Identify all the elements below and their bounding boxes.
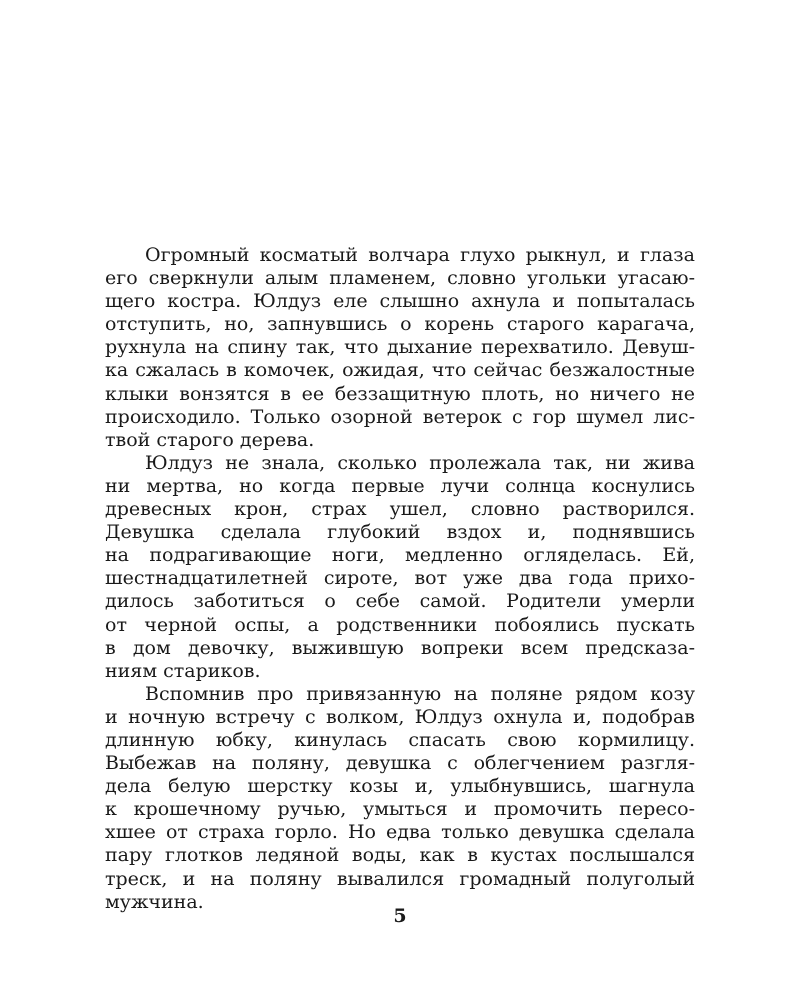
text-line: треск, и на поляну вывалился громадный полуголый bbox=[105, 867, 695, 890]
text-line: и ночную встречу с волком, Юлдуз охнула и, подобрав bbox=[105, 705, 695, 728]
text-line: Вспомнив про привязанную на поляне рядом козу bbox=[145, 682, 695, 705]
page-number: 5 bbox=[393, 905, 407, 927]
text-line: отступить, но, запнувшись о корень старого карагача, bbox=[105, 313, 695, 336]
text-line: его сверкнули алым пламенем, словно угольки угасаю- bbox=[105, 267, 695, 290]
text-line: к крошечному ручью, умыться и промочить пересо- bbox=[105, 798, 695, 821]
text-line: твой старого дерева. bbox=[105, 428, 315, 451]
text-line: пару глотков ледяной воды, как в кустах послышался bbox=[105, 844, 695, 867]
text-line: длинную юбку, кинулась спасать свою кормилицу. bbox=[105, 728, 695, 751]
text-line: Девушка сделала глубокий вздох и, поднявшись bbox=[105, 521, 695, 544]
text-line: хшее от страха горло. Но едва только девушка сделала bbox=[105, 821, 695, 844]
text-line: щего костра. Юлдуз еле слышно ахнула и попыталась bbox=[105, 290, 695, 313]
text-line: древесных крон, страх ушел, словно растворился. bbox=[105, 498, 695, 521]
text-line: на подрагивающие ноги, медленно огляделась. Ей, bbox=[105, 544, 695, 567]
text-line: рухнула на спину так, что дыхание перехватило. Девуш- bbox=[105, 336, 695, 359]
text-line: в дом девочку, выжившую вопреки всем предсказа- bbox=[105, 636, 695, 659]
text-line: Огромный косматый волчара глухо рыкнул, и глаза bbox=[145, 244, 695, 266]
text-line: Юлдуз не знала, сколько пролежала так, ни жива bbox=[145, 451, 695, 474]
text-line: происходило. Только озорной ветерок с гор шумел лис- bbox=[105, 405, 695, 428]
text-line: шестнадцатилетней сироте, вот уже два года прихо- bbox=[105, 567, 695, 590]
text-line: мужчина. bbox=[105, 890, 204, 913]
text-line: ни мертва, но когда первые лучи солнца коснулись bbox=[105, 474, 695, 497]
text-line: клыки вонзятся в ее беззащитную плоть, но ничего не bbox=[105, 382, 695, 405]
text-line: Выбежав на поляну, девушка с облегчением разгля- bbox=[105, 752, 695, 775]
text-line: дела белую шерстку козы и, улыбнувшись, шагнула bbox=[105, 775, 695, 798]
text-line: дилось заботиться о себе самой. Родители умерли bbox=[105, 590, 695, 613]
body-text bbox=[105, 244, 695, 914]
text-line: ка сжалась в комочек, ожидая, что сейчас безжалостные bbox=[105, 359, 695, 382]
text-line: от черной оспы, а родственники побоялись пускать bbox=[105, 613, 695, 636]
text-line: ниям стариков. bbox=[105, 659, 261, 682]
